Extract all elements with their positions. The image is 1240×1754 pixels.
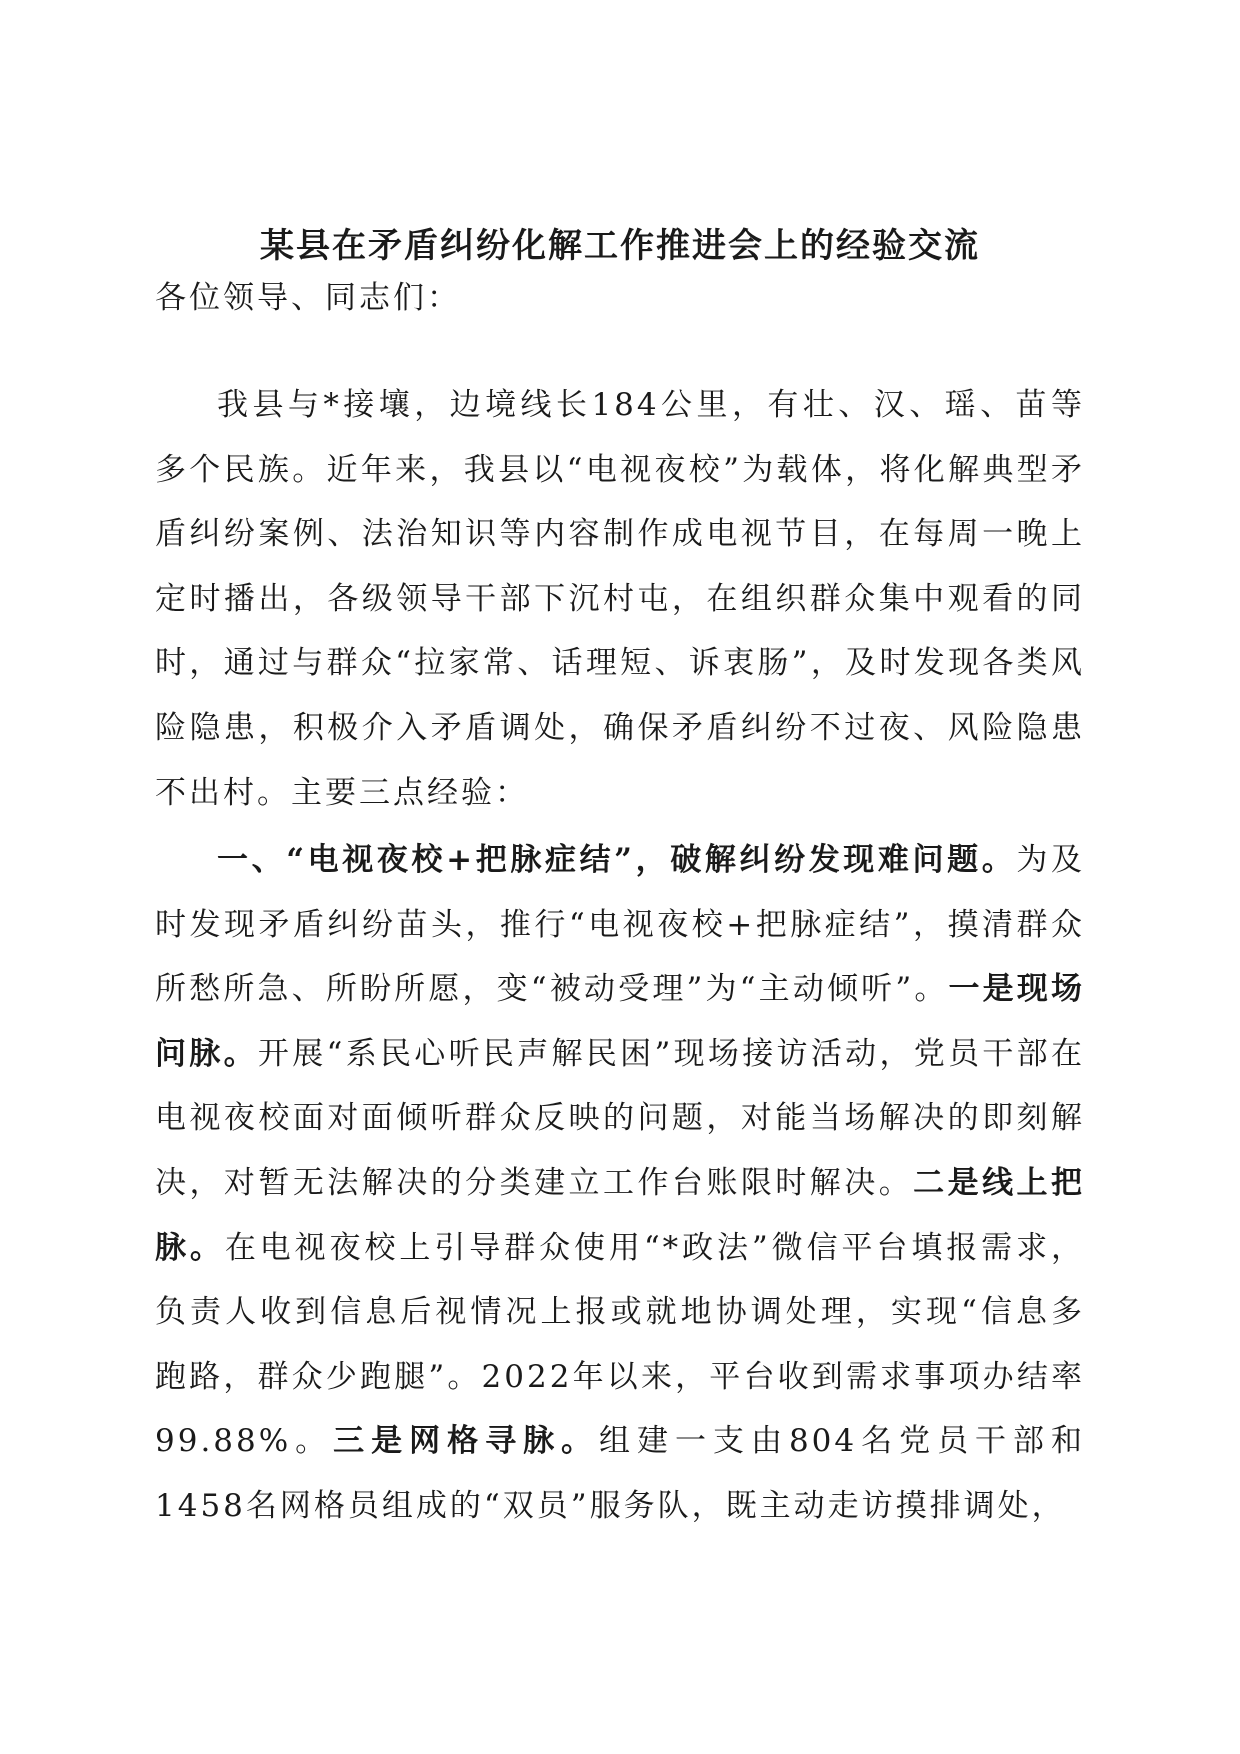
paragraph-section-one (155, 828, 1085, 1539)
point-one-text: 开展“系民心听民声解民困”现场接访活动，党员干部在电视夜校面对面倾听群众反映的问题，对能当场解决的即刻解决，对暂无法解决的分类建立工作台账限时解决。 (155, 1035, 1085, 1201)
section-heading: 一、“电视夜校+把脉症结”，破解纠纷发现难问题。 (217, 842, 1017, 878)
point-one-label: 一是现场问脉。 (155, 971, 1086, 1072)
point-three-text: 组建一支由804名党员干部和1458名网格员组成的“双员”服务队，既主动走访摸排调处， (155, 1423, 1086, 1524)
salutation: 各位领导、同志们： (155, 280, 461, 316)
point-two-text: 在电视夜校上引导群众使用“*政法”微信平台填报需求，负责人收到信息后视情况上报或就地协调处理，实现“信息多跑路，群众少跑腿”。2022年以来，平台收到需求事项办结率99.88%。 (155, 1229, 1086, 1460)
paragraph-intro: 我县与*接壤，边境线长184公里，有壮、汉、瑶、苗等多个民族。近年来，我县以“电视夜校”为载体，将化解典型矛盾纠纷案例、法治知识等内容制作成电视节目，在每周一晚上定时播出，各级领导干部下沉村屯，在组织群众集中观看的同时，通过与群众“拉家常、话理短、诉衷肠”，及时发现各类风险隐患，积极介入矛盾调处，确保矛盾纠纷不过夜、风险隐患不出村。主要三点经验： (155, 387, 1085, 811)
document-title: 某县在矛盾纠纷化解工作推进会上的经验交流 (260, 226, 980, 266)
section-intro: 为及时发现矛盾纠纷苗头，推行“电视夜校+把脉症结”，摸清群众所愁所急、所盼所愿，变“被动受理”为“主动倾听”。 (155, 842, 1086, 1008)
point-three-label: 三是网格寻脉。 (333, 1423, 600, 1460)
point-two-label: 二是线上把脉。 (155, 1164, 1086, 1266)
